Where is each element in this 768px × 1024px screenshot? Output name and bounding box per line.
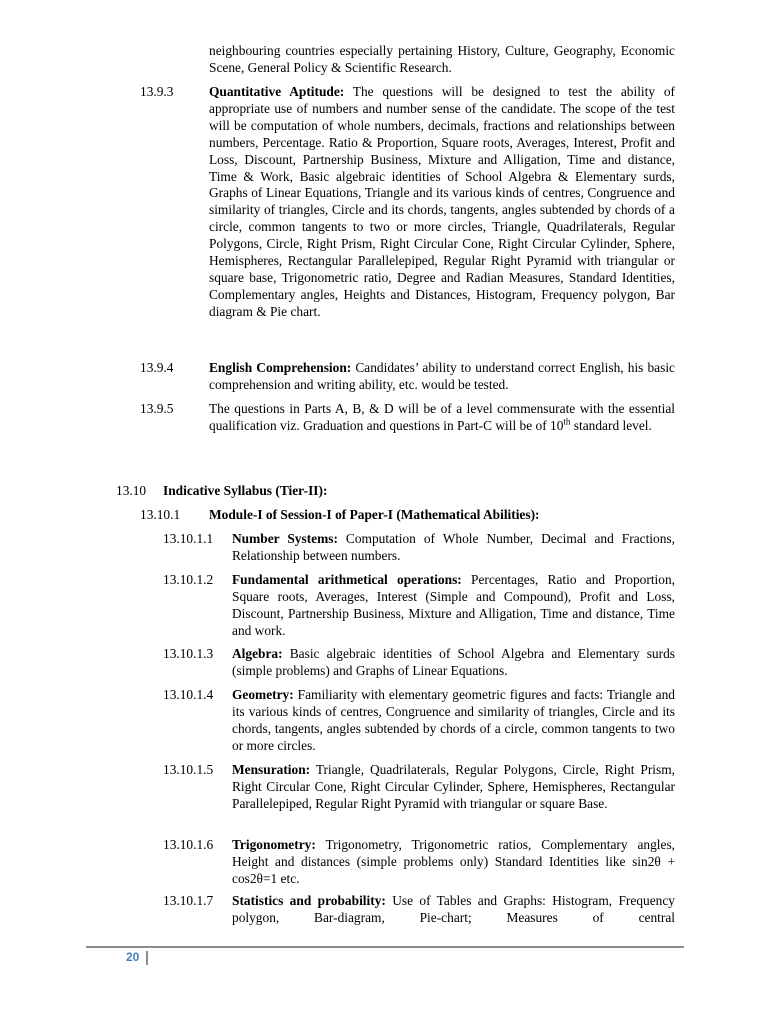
- page-number-divider: [146, 951, 148, 965]
- section-quantitative-aptitude: [209, 84, 675, 321]
- subsection-algebra: [232, 646, 675, 680]
- subsection-arithmetical-operations: [232, 572, 675, 640]
- section-text: The questions will be designed to test the ability of appropriate use of numbers and number sense of the candidate. The scope of the test will be computation of whole numbers, decimals, fractions and relationships between numbers, Percentage. Ratio & Proportion, Square roots, Averages, Interest, Profit and Loss, Discount, Partnership Business, Mixture and Alligation, Time and distance, Time & Work, Basic algebraic identities of School Algebra & Elementary surds, Graphs of Linear Equations, Triangle and its various kinds of centres, Congruence and similarity of triangles, Circle and its chords, tangents, angles subtended by chords of a circle, common tangents to two or more circles, Triangle, Quadrilaterals, Regular Polygons, Circle, Right Prism, Right Circular Cone, Right Circular Cylinder, Sphere, Hemispheres, Rectangular Parallelepiped, Regular Right Pyramid with triangular or square base, Trigonometric ratio, Degree and Radian Measures, Standard Identities, Complementary angles, Heights and Distances, Histogram, Frequency polygon, Bar diagram & Pie chart.: [209, 84, 675, 319]
- subsection-number: 13.10.1.2: [163, 572, 214, 587]
- section-text: The questions in Parts A, B, & D will be of a level commensurate with the essential qualification viz. Graduation and questions in Part-C will be of 10: [209, 401, 675, 433]
- section-heading: Indicative Syllabus (Tier-II):: [163, 483, 328, 498]
- section-number: 13.9.3: [140, 84, 174, 99]
- section-english-comprehension: [209, 360, 675, 394]
- subsection-heading: Statistics and probability:: [232, 893, 386, 908]
- subsection-number: 13.10.1.6: [163, 837, 214, 852]
- section-number: 13.9.4: [140, 360, 174, 375]
- subsection-number: 13.10.1.3: [163, 646, 214, 661]
- subsection-number-systems: [232, 531, 675, 565]
- footer-rule: [86, 946, 684, 948]
- subsection-geometry: [232, 687, 675, 755]
- section-text: Candidates’ ability to understand correct English, his basic comprehension and writing ability, etc. would be tested.: [209, 360, 675, 392]
- subsection-text: Computation of Whole Number, Decimal and Fractions, Relationship between numbers.: [232, 531, 675, 563]
- section-heading: English Comprehension:: [209, 360, 352, 375]
- subsection-heading: Mensuration:: [232, 762, 311, 777]
- subsection-number: 13.10.1.7: [163, 893, 214, 908]
- section-number: 13.10.1: [140, 507, 181, 522]
- section-heading: Module-I of Session-I of Paper-I (Mathematical Abilities):: [209, 507, 540, 522]
- section-text-tail: standard level.: [570, 417, 652, 433]
- page-number: 20: [126, 950, 140, 964]
- subsection-number: 13.10.1.5: [163, 762, 214, 777]
- subsection-text: Familiarity with elementary geometric figures and facts: Triangle and its various kinds of centres, Congruence and similarity of triangles, Circle and its chords, tangents, angles subtended by chords of a circle, common tangents to two or more circles.: [232, 687, 675, 753]
- section-question-level: [209, 401, 675, 435]
- section-heading: Quantitative Aptitude:: [209, 84, 345, 99]
- subsection-text: Percentages, Ratio and Proportion, Square roots, Averages, Interest (Simple and Compound), Profit and Loss, Discount, Partnership Business, Mixture and Alligation, Time and distance, Time and work.: [232, 572, 675, 638]
- section-number: 13.10: [116, 483, 147, 498]
- subsection-text: Use of Tables and Graphs: Histogram, Frequency polygon, Bar-diagram, Pie-chart; Measures of central: [232, 893, 675, 925]
- subsection-heading: Algebra:: [232, 646, 283, 661]
- subsection-text: Basic algebraic identities of School Algebra and Elementary surds (simple problems) and Graphs of Linear Equations.: [232, 646, 675, 678]
- superscript-th: th: [563, 416, 571, 427]
- subsection-text: Triangle, Quadrilaterals, Regular Polygons, Circle, Right Prism, Right Circular Cone, Right Circular Cylinder, Sphere, Hemispheres, Rectangular Parallelepiped, Regular Right Pyramid with triangular or square Base.: [232, 762, 675, 811]
- subsection-heading: Fundamental arithmetical operations:: [232, 572, 462, 587]
- section-heading-module1: [209, 507, 540, 524]
- subsection-number: 13.10.1.4: [163, 687, 214, 702]
- continuation-paragraph: [209, 43, 675, 77]
- subsection-number: 13.10.1.1: [163, 531, 214, 546]
- subsection-mensuration: [232, 762, 675, 813]
- subsection-heading: Trigonometry:: [232, 837, 316, 852]
- subsection-text: Trigonometry, Trigonometric ratios, Complementary angles, Height and distances (simple problems only) Standard Identities like sin2θ + cos2θ=1 etc.: [232, 837, 675, 886]
- subsection-trigonometry: [232, 837, 675, 888]
- subsection-heading: Number Systems:: [232, 531, 338, 546]
- subsection-statistics: [232, 893, 675, 927]
- paragraph-text: neighbouring countries especially pertaining History, Culture, Geography, Economic Scene, General Policy & Scientific Research.: [209, 43, 675, 75]
- subsection-heading: Geometry:: [232, 687, 294, 702]
- section-number: 13.9.5: [140, 401, 174, 416]
- section-heading-tier2: [163, 483, 327, 500]
